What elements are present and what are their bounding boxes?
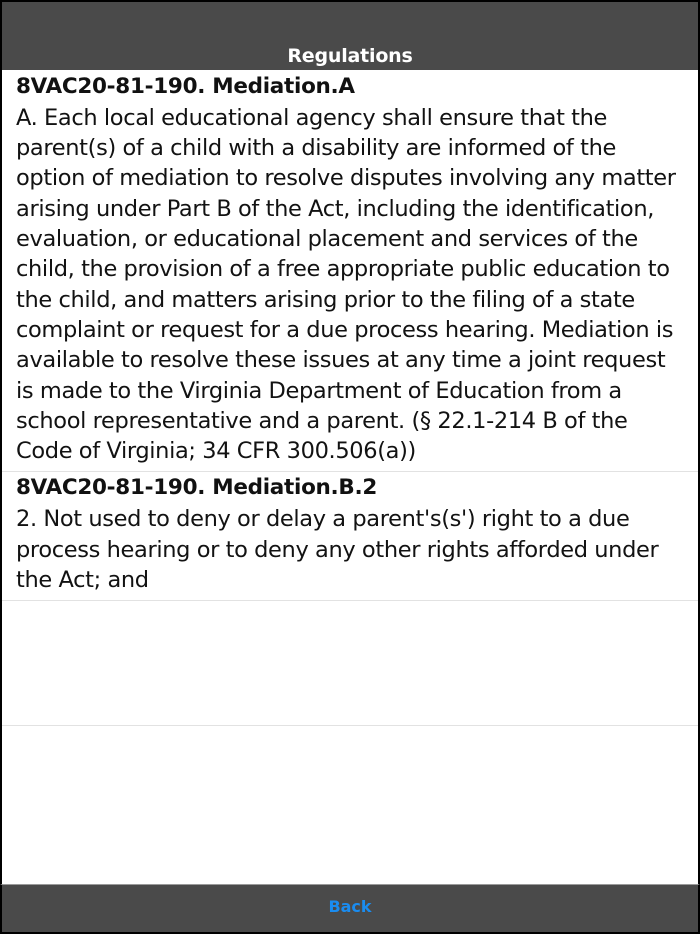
regulations-list[interactable]	[0, 70, 700, 884]
section-heading: 8VAC20-81-190. Mediation.B.2	[16, 475, 378, 501]
section-body-text: A. Each local educational agency shall ensure that the parent(s) of a child with a disability are informed of the option of mediation to resolve disputes involving any matter arising under Part B of the Act, including the identification, evaluation, or educational placement and services of the child, the provision of a free appropriate public education to the child, and matters arising prior to the filing of a state complaint or request for a due process hearing. Mediation is available to resolve these issues at any time a joint request is made to the Virginia Department of Education from a school representative and a parent. (§ 22.1-214 B of the Code of Virginia; 34 CFR 300.506(a))	[16, 104, 676, 465]
list-container	[2, 70, 698, 822]
title-bar	[0, 0, 700, 70]
list-item-empty[interactable]	[2, 601, 698, 726]
list-item-empty[interactable]	[2, 726, 698, 822]
section-heading: 8VAC20-81-190. Mediation.A	[16, 74, 355, 99]
back-button[interactable]: Back	[328, 897, 372, 916]
bottom-toolbar	[0, 884, 700, 934]
list-item-heading[interactable]	[2, 472, 698, 503]
list-item-body[interactable]	[2, 102, 698, 473]
page-title: Regulations	[287, 45, 413, 67]
section-body-text: 2. Not used to deny or delay a parent's(s') right to a due process hearing or to deny any other rights afforded under the Act; and	[16, 506, 659, 593]
list-item-body[interactable]	[2, 503, 698, 601]
list-item-heading[interactable]	[2, 71, 698, 102]
